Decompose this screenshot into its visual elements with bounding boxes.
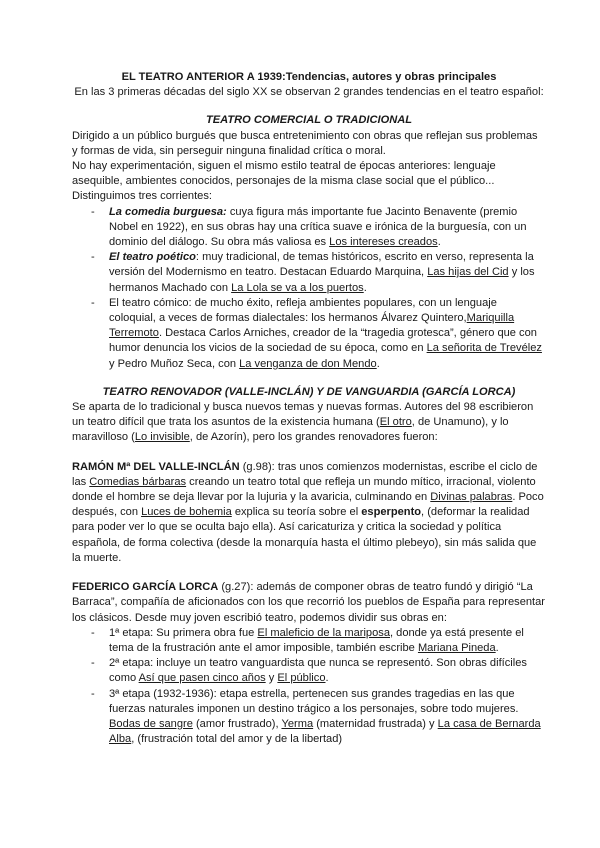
work-title: Bodas de sangre (109, 717, 193, 730)
text: . (495, 641, 499, 654)
text: , (deformar la realidad para poder ver lo que se oculta bajo ella). Así caricaturiza y critica la sociedad y política española, de forma colectiva (desde la monarquía hasta el último plebeyo), sin más salida que la muerte. (72, 506, 537, 564)
lorca-etapas-list (72, 626, 546, 748)
document-body (72, 70, 546, 747)
work-title: La casa de Bernarda Alba (109, 717, 541, 746)
term-teatro-poetico: El teatro poético (109, 251, 196, 264)
text: . Destaca Carlos Arniches, creador de la “tragedia grotesca”, género que con humor denuncia los vicios de la sociedad de su época, como en (109, 327, 537, 355)
author-name: FEDERICO GARCÍA LORCA (72, 581, 219, 594)
work-title: Yerma (281, 717, 314, 730)
text: y (265, 672, 278, 685)
text: 2ª etapa: incluye un teatro vanguardista que nunca se representó. Son obras difíciles como (109, 657, 527, 685)
work-title: Divinas palabras (430, 491, 513, 504)
term-esperpento: esperpento (361, 506, 422, 519)
text: (g.98): tras unos comienzos modernistas, escribe el ciclo de las (72, 460, 538, 488)
text: 1ª etapa: Su primera obra fue (109, 626, 258, 639)
text: y Pedro Muñoz Seca, con (109, 357, 240, 370)
work-title: Lo invisible (134, 431, 190, 444)
list-item-etapa-2 (72, 656, 546, 686)
work-title: Así que pasen cinco años (138, 672, 266, 685)
document-title: EL TEATRO ANTERIOR A 1939:Tendencias, autores y obras principales (121, 71, 497, 83)
valle-inclan-paragraph (72, 460, 546, 566)
work-title: La señorita de Trevélez (426, 342, 542, 355)
work-title: El otro (379, 416, 412, 429)
text: . Poco después, con (72, 491, 544, 519)
text: 3ª etapa (1932-1936): etapa estrella, pertenecen sus grandes tragedias en las que fuerzas naturales imponen un destino trágico a los personajes, sobre todo mujeres. (109, 687, 519, 715)
text: explica su teoría sobre el (231, 506, 362, 519)
work-title: Comedias bárbaras (89, 475, 187, 488)
list-item-etapa-3 (72, 687, 546, 748)
work-title: La Lola se va a los puertos (231, 281, 364, 294)
text: y los hermanos Machado con (109, 266, 535, 294)
comercial-paragraph-2: No hay experimentación, siguen el mismo estilo teatral de épocas anteriores: lenguaje asequible, ambientes conocidos, personajes de la misma clase social que el público... (72, 160, 496, 188)
heading-teatro-comercial: TEATRO COMERCIAL O TRADICIONAL (205, 114, 413, 127)
text: El teatro cómico: de mucho éxito, refleja ambientes populares, con un lenguaje coloquial, a veces de formas dialectales: los hermanos Álvarez Quintero, (109, 296, 497, 325)
comercial-paragraph-1: Dirigido a un público burgués que busca entretenimiento con obras que reflejan sus problemas y formas de vida, sin perseguir ninguna finalidad crítica o moral. (72, 129, 538, 157)
text: , de Unamuno), y lo maravilloso ( (72, 416, 509, 444)
work-title: La venganza de don Mendo (239, 357, 377, 370)
corrientes-list (72, 205, 546, 372)
comercial-paragraph-3: Distinguimos tres corrientes: (72, 190, 212, 203)
list-item-etapa-1 (72, 626, 546, 656)
work-title: Luces de bohemia (141, 506, 232, 519)
garcia-lorca-paragraph (72, 580, 546, 626)
text: (maternidad frustrada) y (313, 717, 438, 730)
text: cuya figura más importante fue Jacinto Benavente (premio Nobel en 1922), en sus obras hay una crítica suave e irónica de la burguesía, con un dominio del diálogo. Su obra más valiosa es (109, 205, 527, 249)
intro-line: En las 3 primeras décadas del siglo XX se observan 2 grandes tendencias en el teatro español: (74, 86, 544, 99)
work-title: Mariquilla Terremoto (109, 312, 515, 340)
text: . (363, 281, 367, 294)
list-item-teatro-poetico (72, 250, 546, 296)
term-comedia-burguesa: La comedia burguesa: (109, 205, 227, 218)
work-title: El maleficio de la mariposa (257, 626, 390, 639)
text: . (437, 236, 441, 249)
list-item-teatro-comico (72, 296, 546, 372)
work-title: El público (277, 672, 326, 685)
text: Se aparta de lo tradicional y busca nuevos temas y nuevas formas. Autores del 98 escribieron un teatro difícil que trata los asuntos de la existencia humana ( (72, 401, 534, 429)
text: . (325, 672, 329, 685)
text: . (376, 357, 380, 370)
text: (g.27): además de componer obras de teatro fundó y dirigió “La Barraca”, compañía de aficionados con los que recorrió los pueblos de España para representar los clásicos. Desde muy joven escribió teatro, podemos dividir sus obras en: (72, 581, 545, 624)
text: (amor frustrado), (192, 717, 282, 730)
text: creando un teatro total que refleja un mundo mítico, irracional, violento donde el hombre se deja llevar por la lujuria y la avaricia, culminando en (72, 475, 536, 504)
list-item-comedia-burguesa (72, 205, 546, 251)
text: : muy tradicional, de temas históricos, escrito en verso, representa la versión del Modernismo en teatro. Destacan Eduardo Marquina, (109, 251, 534, 279)
text: , (frustración total del amor y de la libertad) (131, 733, 343, 746)
author-name: RAMÓN Mª DEL VALLE-INCLÁN (72, 460, 240, 473)
work-title: Mariana Pineda (417, 641, 496, 654)
renovador-paragraph (72, 400, 546, 446)
work-title: Las hijas del Cid (427, 266, 509, 279)
text: , donde ya está presente el tema de la frustración ante el amor imposible, también escribe (109, 626, 524, 654)
heading-teatro-renovador: TEATRO RENOVADOR (VALLE-INCLÁN) Y DE VANGUARDIA (GARCÍA LORCA) (102, 385, 516, 398)
work-title: Los intereses creados (329, 236, 438, 249)
text: , de Azorín), pero los grandes renovadores fueron: (189, 431, 438, 444)
